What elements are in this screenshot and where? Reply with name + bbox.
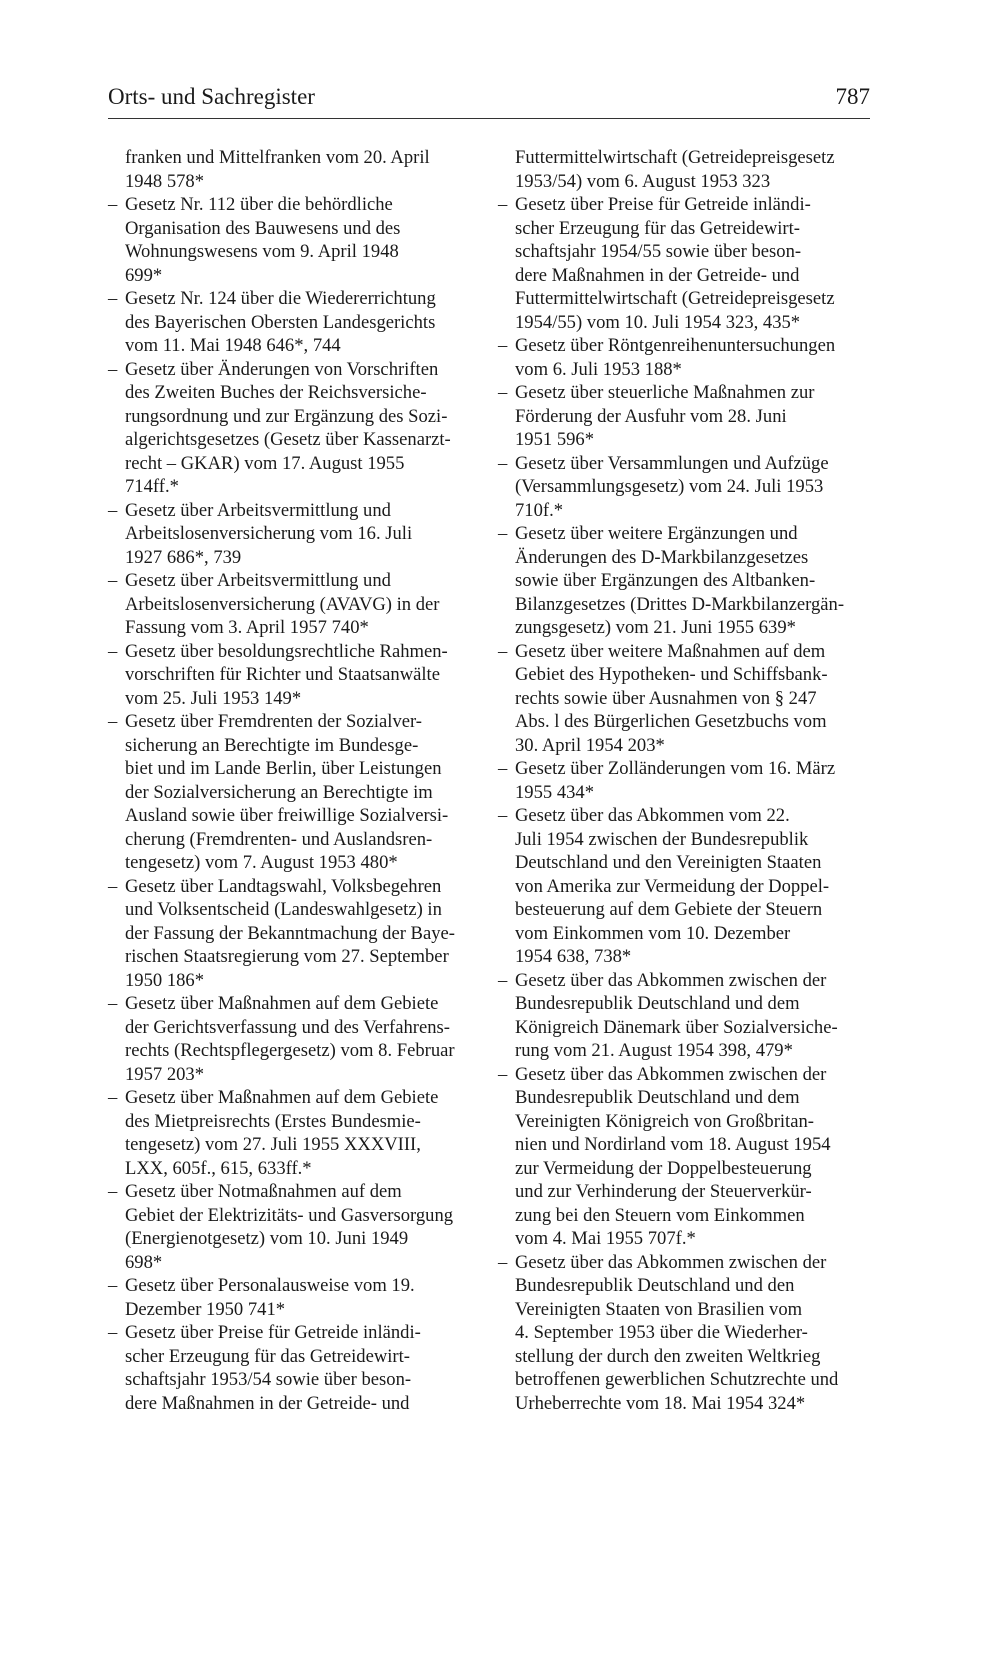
entry-line: Gesetz über weitere Ergänzungen und — [515, 523, 798, 544]
entry-line: 714ff.* — [125, 476, 179, 497]
entry-line: Juli 1954 zwischen der Bundesrepublik — [515, 828, 809, 850]
index-entry — [498, 804, 863, 969]
entry-line: besteuerung auf dem Gebiete der Steuern — [515, 899, 823, 920]
entry-line: Gesetz über Notmaßnahmen auf dem — [125, 1181, 402, 1202]
entry-dash: – — [498, 194, 508, 215]
entry-line: dere Maßnahmen in der Getreide- und — [515, 264, 800, 286]
entry-dash: – — [498, 1063, 508, 1085]
index-entry — [498, 381, 863, 452]
index-entry — [108, 1274, 473, 1321]
entry-line: algerichtsgesetzes (Gesetz über Kassenarzt- — [125, 429, 451, 450]
page-header — [108, 82, 870, 119]
running-title: Orts- und Sachregister — [108, 84, 315, 109]
index-entry — [498, 452, 863, 523]
entry-line: Bundesrepublik Deutschland und dem — [515, 993, 800, 1014]
entry-line: schaftsjahr 1953/54 sowie über beson- — [125, 1369, 412, 1390]
entry-line: sowie über Ergänzungen des Altbanken- — [515, 570, 816, 591]
entry-line: Dezember 1950 741* — [125, 1298, 286, 1320]
index-entry — [108, 499, 473, 570]
entry-line: zur Vermeidung der Doppelbesteuerung — [515, 1157, 812, 1179]
entry-line: nien und Nordirland vom 18. August 1954 — [515, 1134, 831, 1155]
entry-line: Gesetz über das Abkommen zwischen der — [515, 1063, 827, 1085]
entry-line: Gesetz über Maßnahmen auf dem Gebiete — [125, 1087, 439, 1108]
index-entry — [108, 287, 473, 358]
entry-line: 710f.* — [515, 499, 564, 521]
entry-line: 1953/54) vom 6. August 1953 323 — [515, 170, 771, 192]
index-entry — [498, 334, 863, 381]
index-entry-continued — [498, 146, 863, 193]
entry-line: Bundesrepublik Deutschland und dem — [515, 1087, 800, 1108]
entry-line: Gesetz über Landtagswahl, Volksbegehren — [125, 875, 442, 897]
entry-line: zungsgesetz) vom 21. Juni 1955 639* — [515, 617, 796, 638]
entry-dash: – — [108, 640, 118, 662]
entry-line: 1950 186* — [125, 969, 205, 991]
entry-line: Gesetz über Fremdrenten der Sozialver- — [125, 711, 423, 732]
entry-dash: – — [498, 335, 508, 356]
entry-line: betroffenen gewerblichen Schutzrechte und — [515, 1369, 839, 1390]
entry-line: Organisation des Bauwesens und des — [125, 217, 401, 239]
entry-line: Gesetz über Personalausweise vom 19. — [125, 1275, 415, 1296]
entry-line: Gesetz über Preise für Getreide inländi- — [125, 1322, 421, 1343]
entry-line: (Energienotgesetz) vom 10. Juni 1949 — [125, 1228, 409, 1249]
index-entry — [108, 640, 473, 711]
entry-line: Gesetz über das Abkommen zwischen der — [515, 1251, 827, 1273]
index-entry — [498, 522, 863, 640]
entry-line: biet und im Lande Berlin, über Leistungen — [125, 758, 442, 779]
entry-dash: – — [108, 570, 118, 591]
entry-dash: – — [498, 758, 508, 779]
entry-line: Arbeitslosenversicherung (AVAVG) in der — [125, 593, 440, 615]
entry-line: (Versammlungsgesetz) vom 24. Juli 1953 — [515, 476, 824, 497]
entry-line: Gesetz über Röntgenreihenuntersuchungen — [515, 335, 836, 356]
entry-line: cherung (Fremdrenten- und Auslandsren- — [125, 828, 433, 850]
entry-line: Fassung vom 3. April 1957 740* — [125, 617, 369, 638]
entry-line: franken und Mittelfranken vom 20. April — [125, 147, 430, 168]
entry-dash: – — [498, 969, 508, 991]
entry-line: des Mietpreisrechts (Erstes Bundesmie- — [125, 1110, 421, 1132]
index-entry — [498, 1063, 863, 1251]
entry-line: 30. April 1954 203* — [515, 734, 665, 756]
entry-dash: – — [498, 805, 508, 826]
entry-dash: – — [108, 1181, 118, 1202]
entry-dash: – — [498, 640, 508, 662]
entry-dash: – — [108, 194, 118, 215]
index-entry-continued — [108, 146, 473, 193]
entry-dash: – — [108, 993, 118, 1014]
entry-line: rungsordnung und zur Ergänzung des Sozi- — [125, 405, 448, 427]
entry-line: Bundesrepublik Deutschland und den — [515, 1275, 795, 1296]
index-entry — [108, 1321, 473, 1415]
entry-line: rechts (Rechtspflegergesetz) vom 8. Februar — [125, 1040, 455, 1061]
entry-line: vom 4. Mai 1955 707f.* — [515, 1228, 696, 1249]
index-entry — [108, 875, 473, 993]
index-entry — [108, 1086, 473, 1180]
entry-line: Gesetz über Änderungen von Vorschriften — [125, 358, 439, 380]
entry-line: Gesetz über weitere Maßnahmen auf dem — [515, 640, 826, 662]
entry-line: Gesetz über besoldungsrechtliche Rahmen- — [125, 640, 448, 662]
entry-line: vom 25. Juli 1953 149* — [125, 687, 302, 709]
entry-dash: – — [108, 1322, 118, 1343]
entry-line: rung vom 21. August 1954 398, 479* — [515, 1040, 793, 1061]
entry-line: der Fassung der Bekanntmachung der Baye- — [125, 922, 455, 944]
entry-line: Ausland sowie über freiwillige Sozialversi- — [125, 805, 449, 826]
entry-line: des Zweiten Buches der Reichsversiche- — [125, 382, 427, 403]
entry-dash: – — [108, 499, 118, 521]
entry-line: der Gerichtsverfassung und des Verfahrens- — [125, 1016, 450, 1038]
entry-line: 1948 578* — [125, 170, 205, 192]
entry-line: Gesetz über Versammlungen und Aufzüge — [515, 452, 829, 474]
entry-line: dere Maßnahmen in der Getreide- und — [125, 1392, 410, 1414]
entry-line: zung bei den Steuern vom Einkommen — [515, 1204, 805, 1226]
entry-dash: – — [498, 452, 508, 474]
entry-line: scher Erzeugung für das Getreidewirt- — [125, 1345, 410, 1367]
index-entry — [498, 193, 863, 334]
entry-dash: – — [108, 358, 118, 380]
entry-dash: – — [498, 523, 508, 544]
entry-dash: – — [498, 382, 508, 403]
entry-line: 1955 434* — [515, 781, 595, 803]
index-entry — [498, 757, 863, 804]
entry-line: LXX, 605f., 615, 633ff.* — [125, 1157, 312, 1179]
entry-line: Wohnungswesens vom 9. April 1948 — [125, 241, 399, 262]
entry-line: Gebiet des Hypotheken- und Schiffsbank- — [515, 664, 828, 685]
entry-line: Deutschland und den Vereinigten Staaten — [515, 852, 822, 873]
index-entry — [498, 969, 863, 1063]
entry-line: 698* — [125, 1251, 163, 1273]
entry-line: Änderungen des D-Markbilanzgesetzes — [515, 546, 809, 568]
entry-dash: – — [108, 1087, 118, 1108]
entry-line: Gesetz über Arbeitsvermittlung und — [125, 499, 391, 521]
entry-line: schaftsjahr 1954/55 sowie über beson- — [515, 241, 802, 262]
index-entry — [498, 1251, 863, 1416]
entry-line: Gesetz Nr. 112 über die behördliche — [125, 194, 393, 215]
entry-line: 699* — [125, 264, 163, 286]
entry-line: rechts sowie über Ausnahmen von § 247 — [515, 687, 817, 709]
entry-dash: – — [108, 711, 118, 732]
entry-line: 1954/55) vom 10. Juli 1954 323, 435* — [515, 311, 801, 333]
index-entry — [108, 992, 473, 1086]
entry-line: Gesetz über das Abkommen vom 22. — [515, 805, 790, 826]
entry-line: Gesetz über Preise für Getreide inländi- — [515, 194, 811, 215]
entry-line: 1951 596* — [515, 429, 595, 450]
entry-line: vorschriften für Richter und Staatsanwälte — [125, 664, 440, 685]
entry-line: 1954 638, 738* — [515, 946, 632, 967]
entry-line: tengesetz) vom 27. Juli 1955 XXXVIII, — [125, 1134, 421, 1155]
entry-line: Abs. l des Bürgerlichen Gesetzbuchs vom — [515, 711, 827, 732]
entry-line: sicherung an Berechtigte im Bundesge- — [125, 734, 419, 756]
entry-dash: – — [108, 1275, 118, 1296]
entry-line: und Volksentscheid (Landeswahlgesetz) in — [125, 899, 442, 920]
entry-line: tengesetz) vom 7. August 1953 480* — [125, 852, 398, 873]
entry-line: Urheberrechte vom 18. Mai 1954 324* — [515, 1392, 806, 1414]
entry-line: Gesetz über Zolländerungen vom 16. März — [515, 758, 836, 779]
entry-line: von Amerika zur Vermeidung der Doppel- — [515, 875, 830, 897]
entry-line: Gesetz über steuerliche Maßnahmen zur — [515, 382, 815, 403]
index-entry — [108, 358, 473, 499]
entry-line: Gesetz über das Abkommen zwischen der — [515, 969, 827, 991]
entry-line: recht – GKAR) vom 17. August 1955 — [125, 452, 405, 474]
entry-line: Futtermittelwirtschaft (Getreidepreisgesetz — [515, 147, 835, 168]
entry-line: vom 6. Juli 1953 188* — [515, 358, 682, 380]
entry-line: Vereinigten Königreich von Großbritan- — [515, 1110, 814, 1132]
entry-line: Königreich Dänemark über Sozialversiche- — [515, 1016, 838, 1038]
entry-line: Gesetz über Arbeitsvermittlung und — [125, 570, 391, 591]
entry-line: Vereinigten Staaten von Brasilien vom — [515, 1298, 803, 1320]
entry-dash: – — [108, 288, 118, 309]
entry-line: Gesetz über Maßnahmen auf dem Gebiete — [125, 993, 439, 1014]
right-column — [498, 146, 863, 1415]
entry-dash: – — [498, 1251, 508, 1273]
entry-line: rischen Staatsregierung vom 27. September — [125, 946, 449, 967]
entry-line: der Sozialversicherung an Berechtigte im — [125, 781, 433, 803]
page-number: 787 — [835, 84, 870, 109]
entry-line: 4. September 1953 über die Wiederher- — [515, 1322, 808, 1343]
entry-line: vom 11. Mai 1948 646*, 744 — [125, 335, 341, 356]
entry-line: 1957 203* — [125, 1063, 205, 1085]
entry-line: vom Einkommen vom 10. Dezember — [515, 922, 791, 944]
entry-line: und zur Verhinderung der Steuerverkür- — [515, 1181, 812, 1202]
left-column — [108, 146, 473, 1415]
entry-line: stellung der durch den zweiten Weltkrieg — [515, 1345, 821, 1367]
entry-line: Futtermittelwirtschaft (Getreidepreisgesetz — [515, 288, 835, 309]
index-entry — [108, 1180, 473, 1274]
index-entry — [108, 193, 473, 287]
index-entry — [498, 640, 863, 758]
entry-line: Gesetz Nr. 124 über die Wiedererrichtung — [125, 288, 436, 309]
entry-line: des Bayerischen Obersten Landesgerichts — [125, 311, 436, 333]
entry-line: Bilanzgesetzes (Drittes D-Markbilanzergän- — [515, 593, 845, 615]
entry-line: Gebiet der Elektrizitäts- und Gasversorgung — [125, 1204, 454, 1226]
index-entry — [108, 710, 473, 875]
entry-line: Förderung der Ausfuhr vom 28. Juni — [515, 405, 787, 427]
index-entry — [108, 569, 473, 640]
entry-line: Arbeitslosenversicherung vom 16. Juli — [125, 523, 413, 544]
entry-dash: – — [108, 875, 118, 897]
entry-line: scher Erzeugung für das Getreidewirt- — [515, 217, 800, 239]
entry-line: 1927 686*, 739 — [125, 546, 242, 568]
